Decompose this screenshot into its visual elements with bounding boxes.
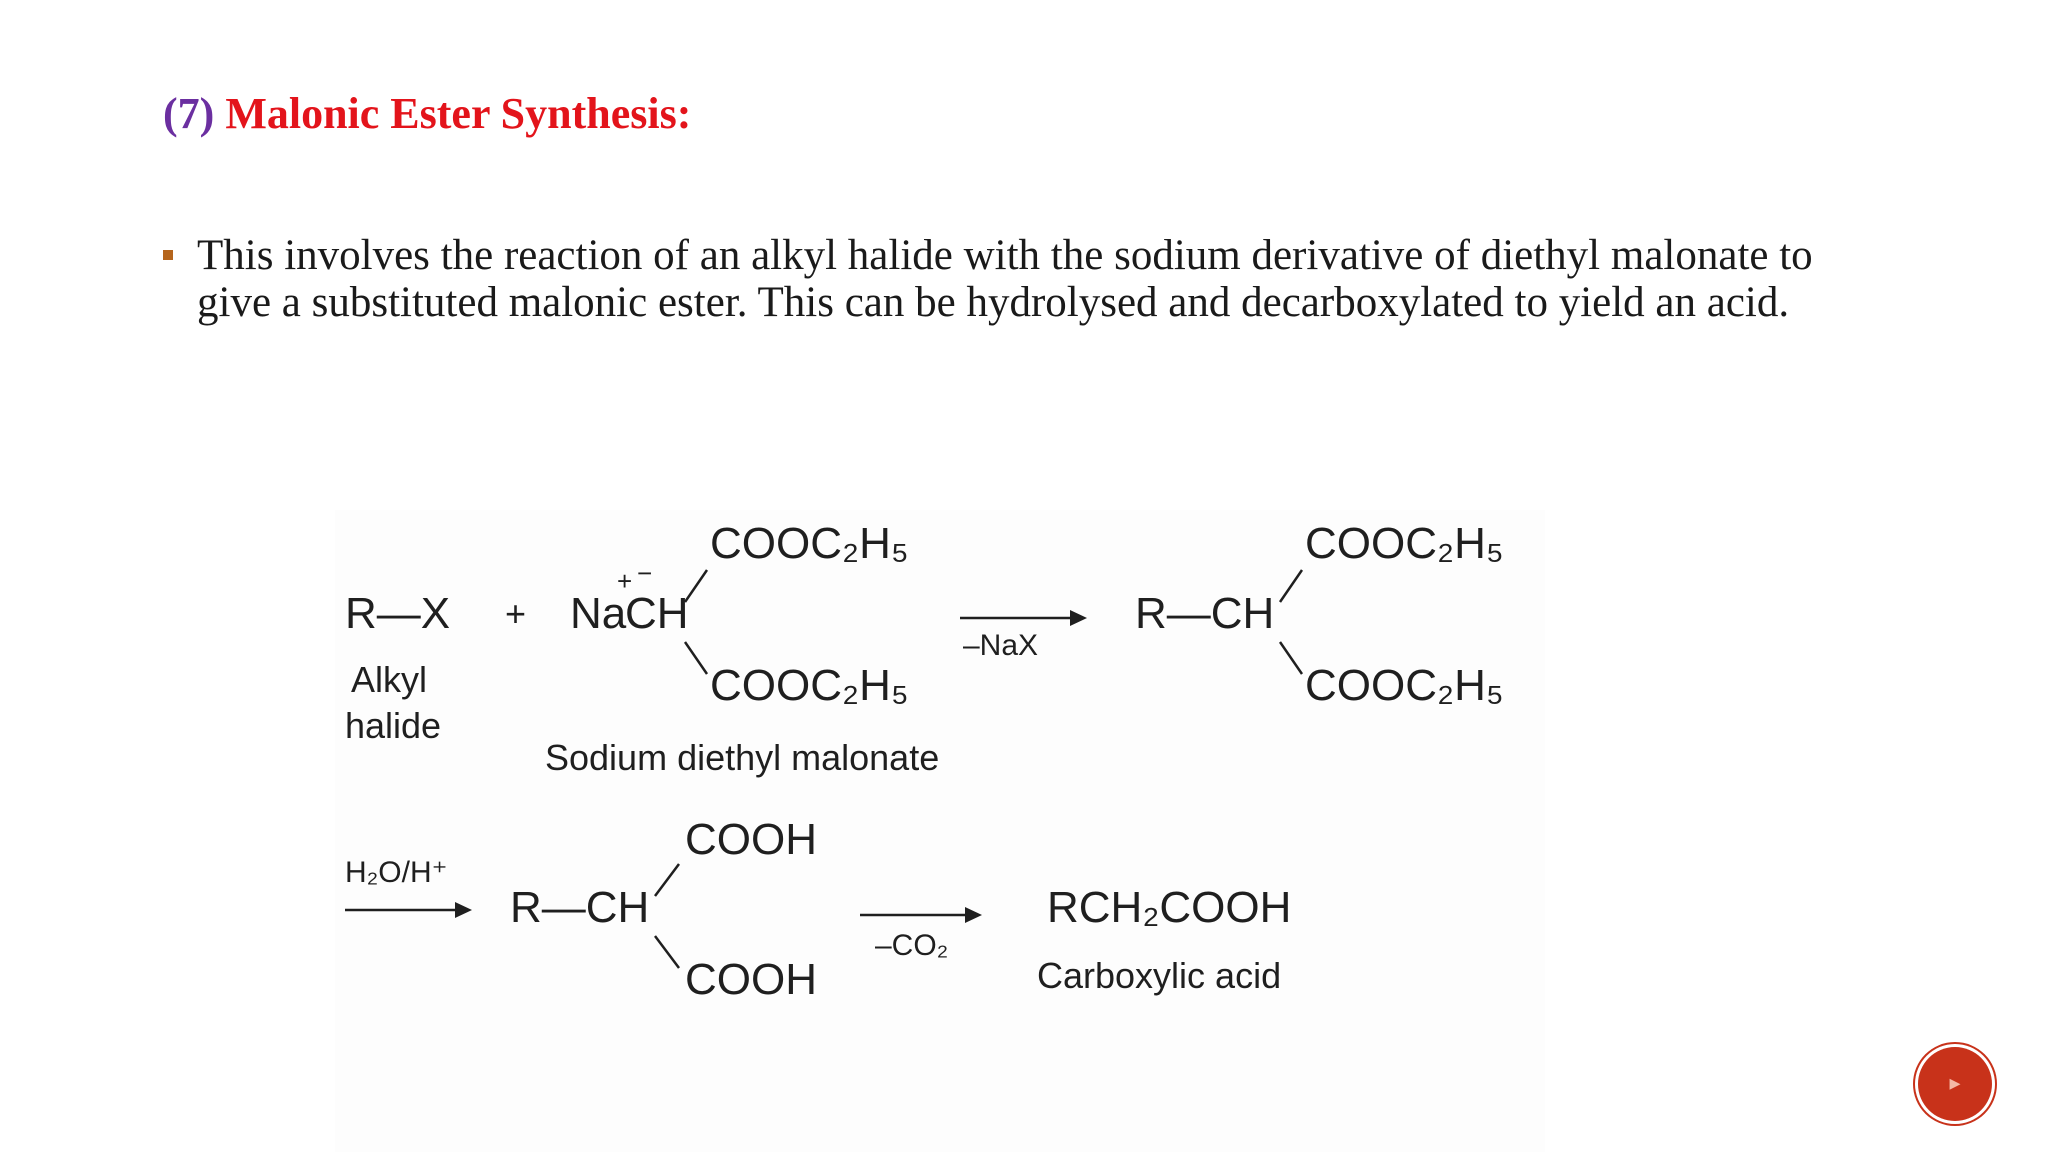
next-slide-button[interactable] (1918, 1047, 1992, 1121)
title-number: (7) (163, 89, 215, 138)
plus-sign: + (505, 593, 527, 634)
product-ester-top: COOC₂H₅ (1305, 519, 1504, 568)
arrow-2-head (455, 902, 472, 918)
positive-charge: + (617, 566, 633, 596)
diacid-formula: R—CH (510, 883, 650, 932)
carboxylic-acid-label: Carboxylic acid (1037, 955, 1282, 996)
substituted-ester-formula: R—CH (1135, 589, 1275, 638)
next-slide-icon: ▸ (1949, 1071, 1961, 1096)
acid-group-top: COOH (685, 815, 817, 864)
title-text: Malonic Ester Synthesis: (225, 89, 692, 138)
product-bond-down (1280, 642, 1302, 674)
negative-charge: − (637, 558, 653, 588)
reagent-hydrolysis: H₂O/H⁺ (345, 856, 448, 889)
acid-bond-up (655, 864, 679, 896)
ester-group-top: COOC₂H₅ (710, 519, 909, 568)
alkyl-label-1: Alkyl (351, 659, 428, 700)
acid-bond-down (655, 936, 679, 968)
reagent-nax: –NaX (963, 629, 1039, 662)
bullet-text: This involves the reaction of an alkyl halide with the sodium derivative of diethyl malonate to give a substituted malonic ester. This can be hydrolysed and decarboxylated to yield an acid. (197, 232, 1813, 326)
reagent-co2: –CO₂ (875, 929, 949, 962)
malonate-label: Sodium diethyl malonate (545, 737, 940, 778)
reaction-scheme (335, 510, 1545, 1152)
bullet-item (163, 232, 1823, 326)
bond-down (685, 642, 707, 674)
malonate-ch: CH (625, 589, 689, 638)
reaction-figure (335, 510, 1545, 1152)
alkyl-label-2: halide (345, 705, 442, 746)
arrow-3-head (965, 907, 982, 923)
arrow-1-head (1070, 610, 1087, 626)
product-ester-bottom: COOC₂H₅ (1305, 661, 1504, 710)
product-bond-up (1280, 570, 1302, 602)
slide-title (163, 88, 691, 139)
bullet-square-icon (163, 250, 173, 260)
carboxylic-acid-formula: RCH₂COOH (1047, 883, 1292, 932)
bond-up (685, 570, 707, 602)
alkyl-halide-formula: R—X (345, 589, 451, 638)
slide-accent (0, 0, 8, 1152)
ester-group-bottom: COOC₂H₅ (710, 661, 909, 710)
sodium-symbol: Na (570, 589, 627, 638)
acid-group-bottom: COOH (685, 955, 817, 1004)
